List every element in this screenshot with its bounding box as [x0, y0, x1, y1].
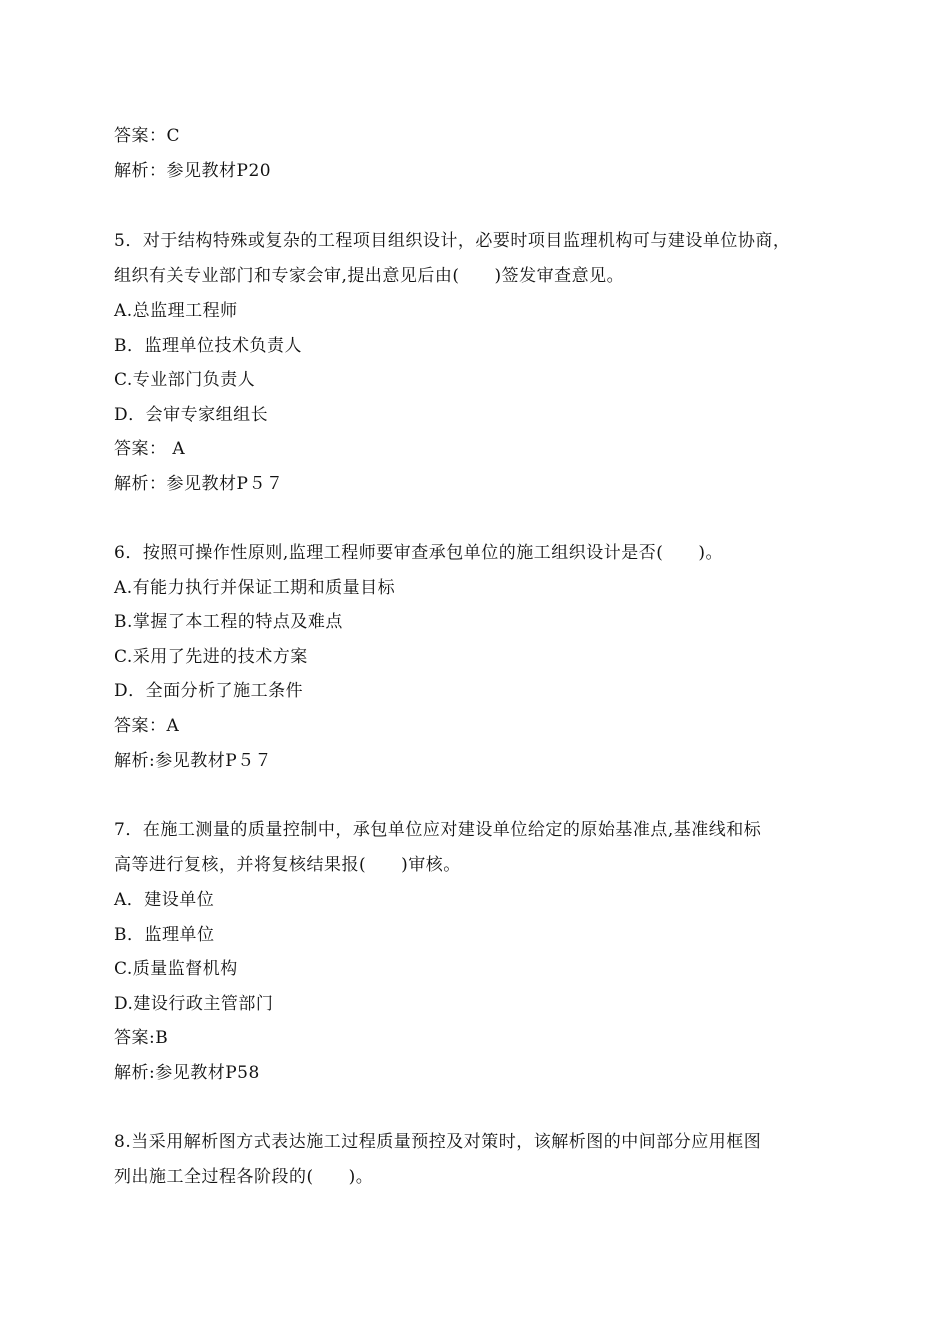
q6-option-c: C.采用了先进的技术方案 — [114, 647, 308, 667]
prev-analysis: 解析：参见教材P20 — [114, 161, 272, 181]
q5-option-d: D．会审专家组组长 — [114, 405, 269, 425]
q6-option-b: B.掌握了本工程的特点及难点 — [114, 612, 343, 632]
q7-option-d: D.建设行政主管部门 — [114, 994, 274, 1014]
q8-stem-line2: 列出施工全过程各阶段的( )。 — [114, 1167, 374, 1187]
q5-option-a: A.总监理工程师 — [114, 301, 238, 321]
q7-answer: 答案:B — [114, 1028, 169, 1048]
q5-option-c: C.专业部门负责人 — [114, 370, 256, 390]
q5-stem-line1: 5．对于结构特殊或复杂的工程项目组织设计，必要时项目监理机构可与建设单位协商， — [114, 231, 791, 251]
prev-answer: 答案：C — [114, 126, 181, 146]
q7-stem-line2: 高等进行复核，并将复核结果报( )审核。 — [114, 855, 461, 875]
q7-stem-line1: 7．在施工测量的质量控制中，承包单位应对建设单位给定的原始基准点,基准线和标 — [114, 820, 762, 840]
q7-analysis: 解析:参见教材P58 — [114, 1063, 260, 1083]
q5-answer: 答案： A — [114, 439, 186, 459]
q6-option-a: A.有能力执行并保证工期和质量目标 — [114, 578, 396, 598]
q7-option-b: B．监理单位 — [114, 925, 215, 945]
q5-analysis: 解析：参见教材P５７ — [114, 474, 284, 494]
q6-option-d: D．全面分析了施工条件 — [114, 681, 304, 701]
q8-stem-line1: 8.当采用解析图方式表达施工过程质量预控及对策时，该解析图的中间部分应用框图 — [114, 1132, 762, 1152]
q7-option-c: C.质量监督机构 — [114, 959, 238, 979]
q6-answer: 答案：A — [114, 716, 180, 736]
q5-option-b: B．监理单位技术负责人 — [114, 336, 302, 356]
q7-option-a: A．建设单位 — [114, 890, 215, 910]
q5-stem-line2: 组织有关专业部门和专家会审,提出意见后由( )签发审查意见。 — [114, 266, 625, 286]
q6-analysis: 解析:参见教材P５７ — [114, 751, 273, 771]
q6-stem-line1: 6．按照可操作性原则,监理工程师要审查承包单位的施工组织设计是否( )。 — [114, 543, 723, 563]
